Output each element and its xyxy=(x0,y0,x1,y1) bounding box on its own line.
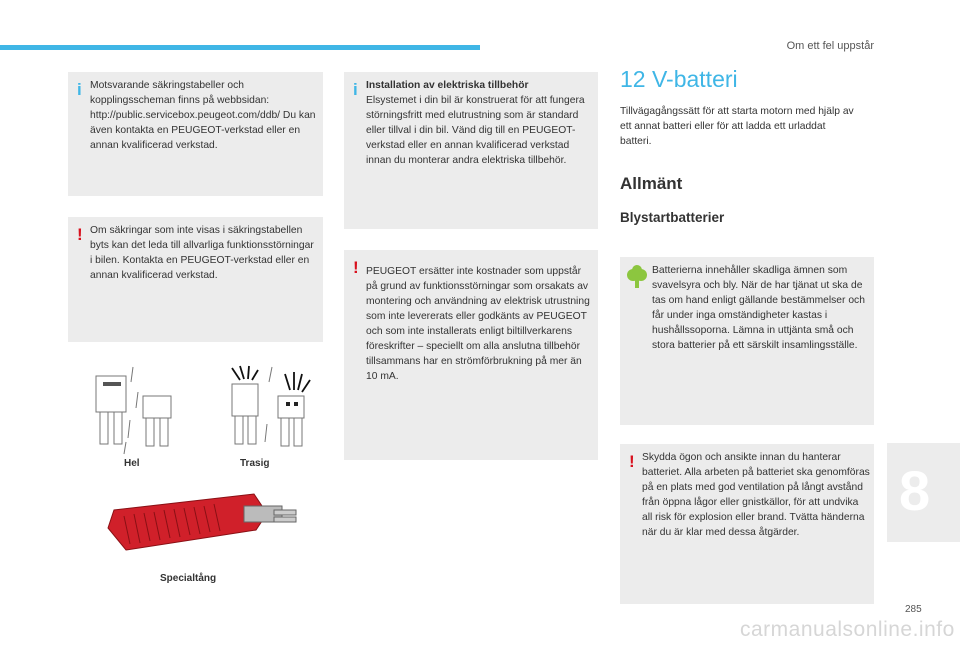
warning-icon: ! xyxy=(629,452,635,471)
caption-hel: Hel xyxy=(124,458,140,469)
section-title: Om ett fel uppstår xyxy=(786,40,874,52)
eco-panel-text: Batterierna innehåller skadliga ämnen som svavelsyra och bly. När de har tjänat ut ska de tas om hand enligt gällande bestämmelser och får under inga omständigheter kastas i hushållssoporna. Lämna in uttjänta små och stora batterier på ett särskilt insamlingsställe. xyxy=(652,265,865,351)
warning-icon: ! xyxy=(353,258,359,277)
warning-panel-text: Om säkringar som inte visas i säkringstabellen byts kan det leda till allvarliga funktionsstörningar i bilen. Kontakta en PEUGEOT-verkstad eller en annan kvalificerad verkstad. xyxy=(90,225,314,281)
info-panel-fuse-tables xyxy=(68,72,323,196)
info-icon: i xyxy=(353,80,358,99)
warning-panel-text: PEUGEOT ersätter inte kostnader som uppstår på grund av funktionsstörningar som orsakats av montering och användning av elektrisk utrustning som inte levererats eller godkänts av PEUGEOT och som inte installerats enligt biltillverkarens föreskrifter – speciellt om alla anslutna tillbehör tillsammans har en strömförbrukning på mer än 10 mA. xyxy=(366,266,590,382)
info-panel-title: Installation av elektriska tillbehör xyxy=(366,80,529,91)
info-panel-accessories xyxy=(344,72,598,229)
watermark: carmanualsonline.info xyxy=(740,618,955,641)
info-panel-text: Motsvarande säkringstabeller och kopplingsscheman finns på webbsidan: http://public.servicebox.peugeot.com/ddb/ Du kan även kontakta en PEUGEOT-verkstad eller en annan kvalificerad verkstad. xyxy=(90,80,316,151)
page-title: 12 V-batteri xyxy=(620,66,738,92)
warning-panel-accessories xyxy=(344,250,598,460)
header-accent-bar xyxy=(0,45,480,50)
fuse-puller-illustration xyxy=(104,486,304,558)
chapter-tab xyxy=(887,443,960,542)
fuse-broken-illustration xyxy=(222,362,322,457)
heading-allmant: Allmänt xyxy=(620,174,683,193)
info-panel-body: Elsystemet i din bil är konstruerat för att fungera störningsfritt med elutrustning som är standard eller tillval i din bil. Vänd dig till en PEUGEOT-verkstad eller en annan kvalificerad verkstad innan du monterar andra elektriska tillbehör. xyxy=(366,95,585,166)
fuse-intact-illustration xyxy=(88,362,183,457)
chapter-number: 8 xyxy=(899,459,931,522)
info-panel-text xyxy=(366,78,592,168)
warning-panel-battery xyxy=(620,444,874,604)
page-number: 285 xyxy=(905,604,922,615)
intro-text: Tillvägagångssätt för att starta motorn med hjälp av ett annat batteri eller för att ladda ett urladdat batteri. xyxy=(620,106,854,147)
warning-icon: ! xyxy=(77,225,83,244)
heading-blystartbatterier: Blystartbatterier xyxy=(620,210,725,225)
caption-trasig: Trasig xyxy=(240,458,270,469)
info-icon: i xyxy=(77,80,82,99)
warning-panel-fuses xyxy=(68,217,323,342)
caption-specialtang: Specialtång xyxy=(160,573,217,584)
warning-panel-text: Skydda ögon och ansikte innan du hanterar batteriet. Alla arbeten på batteriet ska genomföras på en plats med god ventilation på långt avstånd från öppna lågor eller gnistkällor, för att undvika all risk för explosion eller brand. Tvätta händerna när du är klar med dessa åtgärder. xyxy=(642,452,870,538)
eco-panel-disposal xyxy=(620,257,874,425)
tree-icon xyxy=(626,265,648,289)
